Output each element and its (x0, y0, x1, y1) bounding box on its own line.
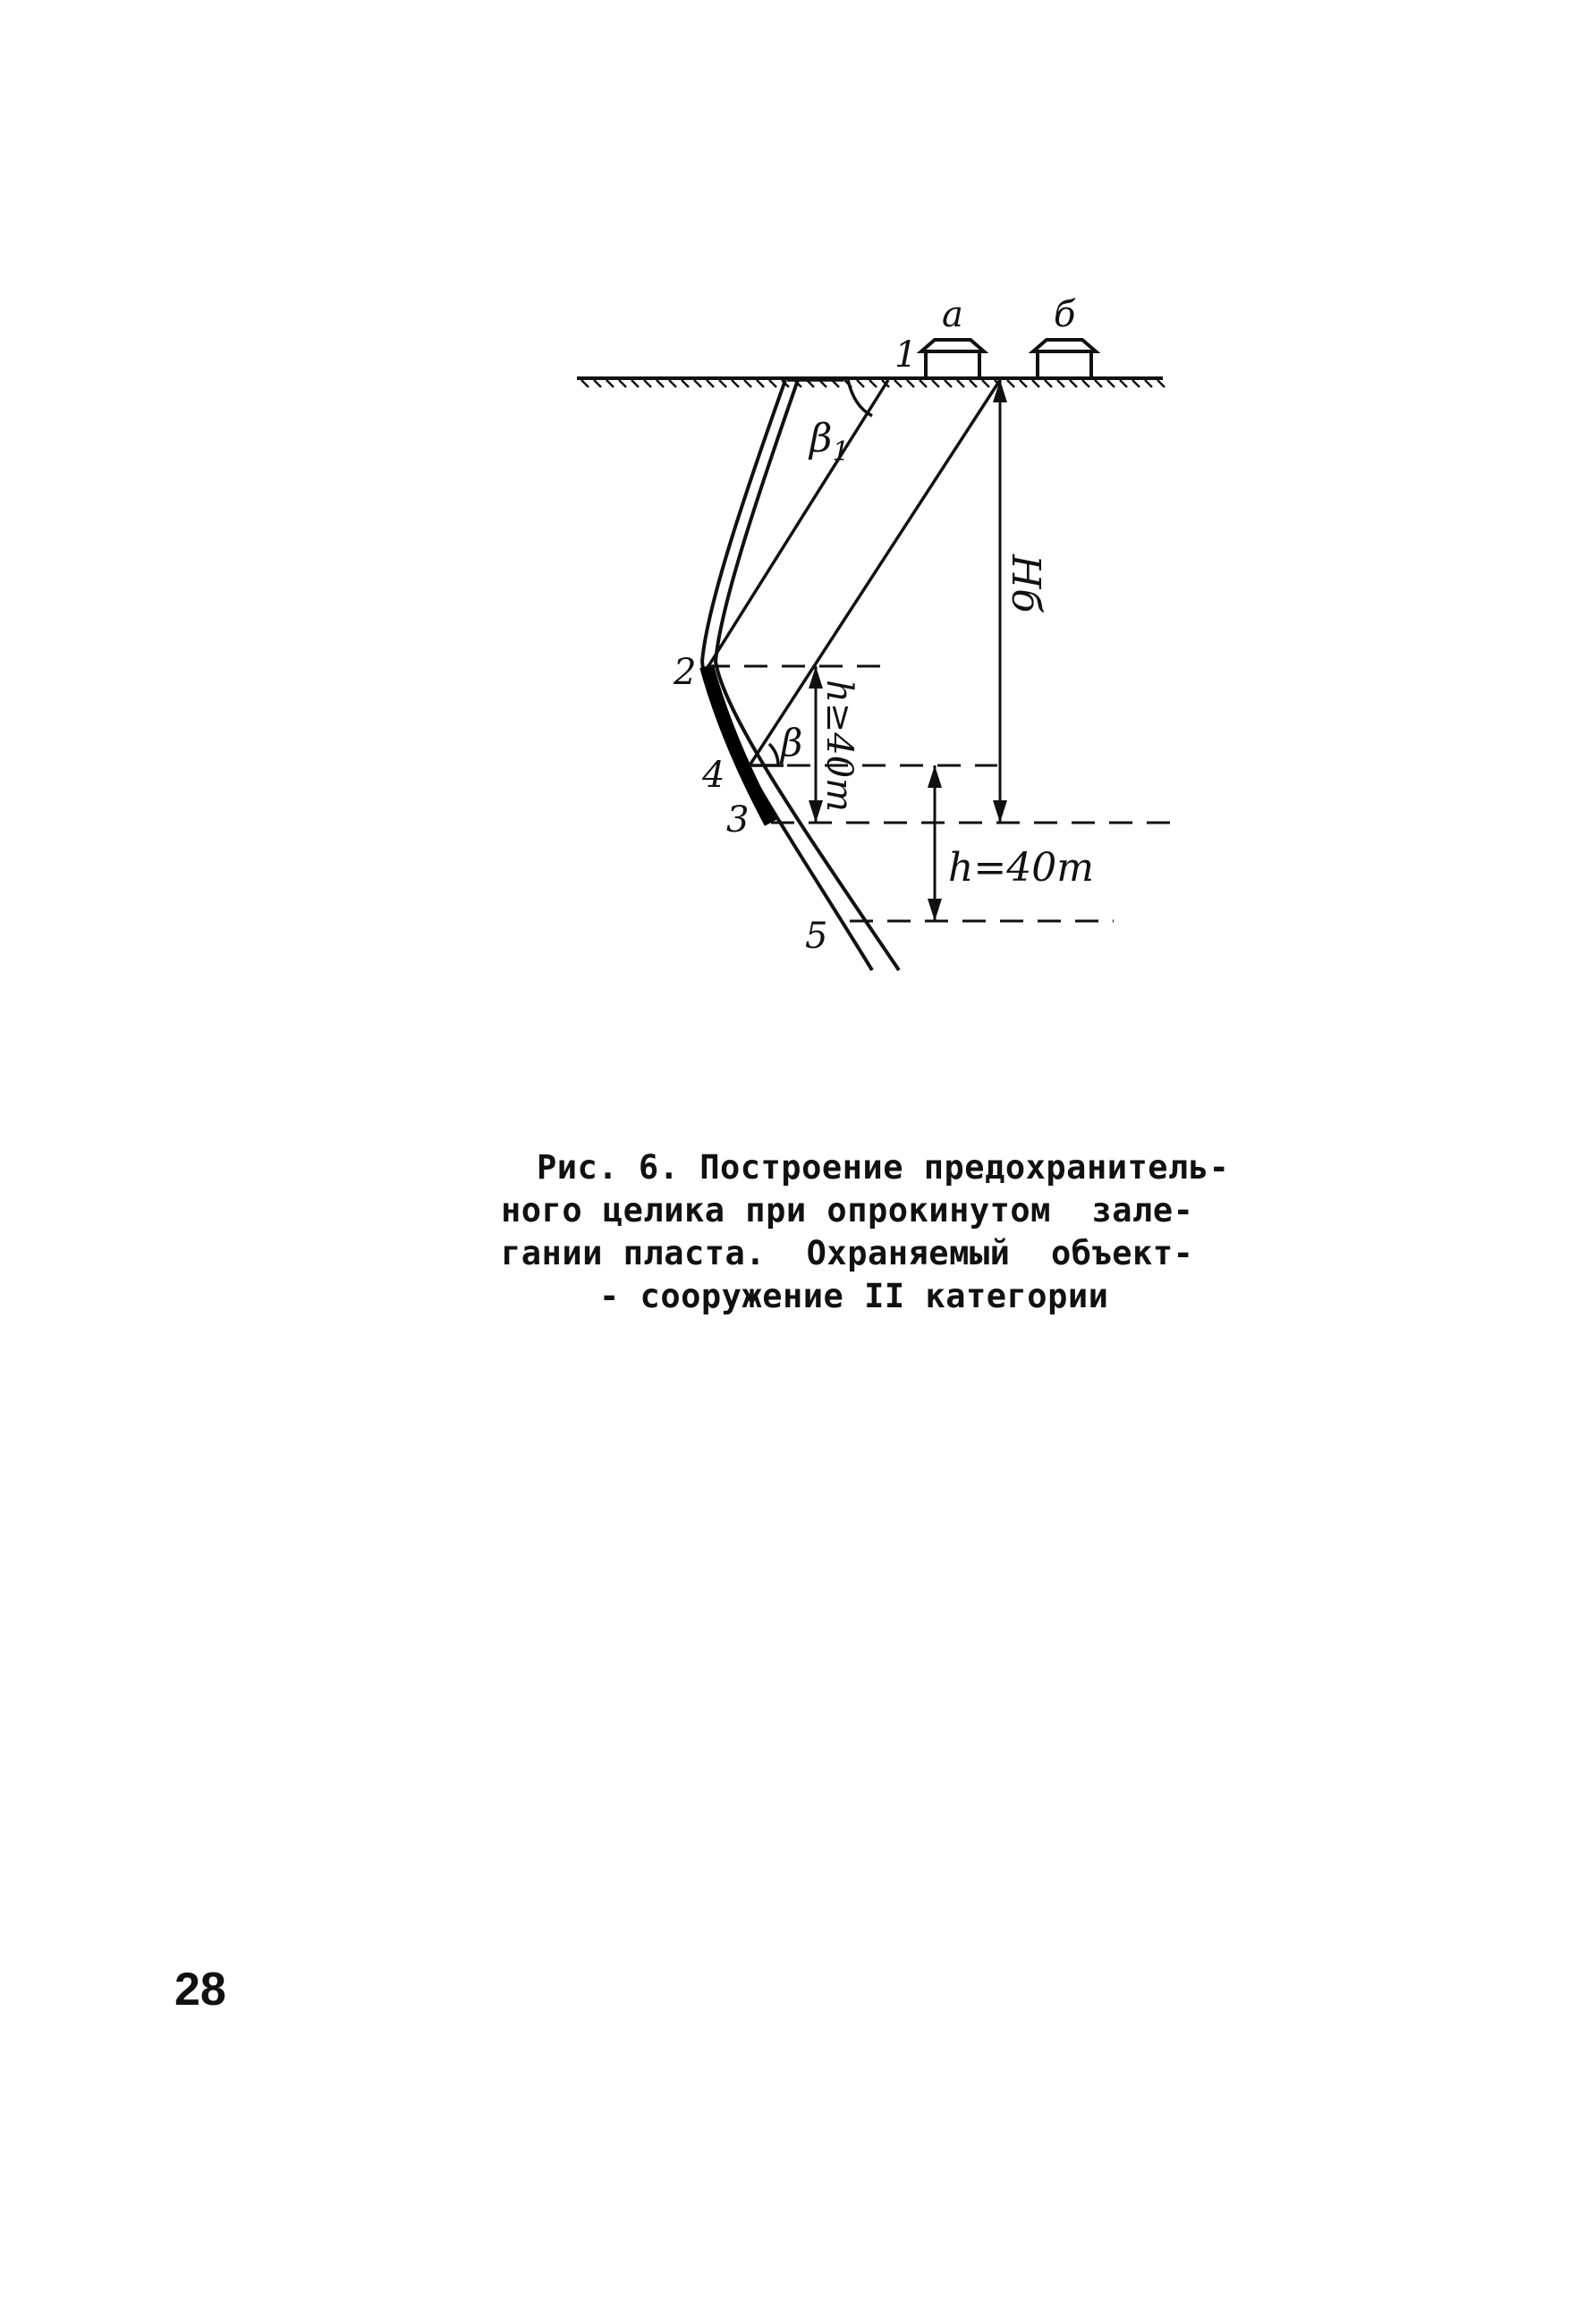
ground-hatch-mark (907, 380, 914, 387)
ground-hatch-mark (1132, 380, 1140, 387)
ground-hatch-mark (757, 380, 764, 387)
ground-hatch-mark (970, 380, 977, 387)
ground-hatch-mark (945, 380, 952, 387)
ground-hatch-mark (1057, 380, 1064, 387)
ground-hatch-mark (957, 380, 964, 387)
label-building-a: а (942, 294, 963, 335)
label-h-upper: h≥40m (818, 680, 860, 813)
caption-line: ного целика при опрокинутом зале- (501, 1191, 1194, 1230)
label-point-2: 2 (674, 652, 697, 693)
building-a (921, 340, 984, 378)
ground-hatch-mark (1045, 380, 1052, 387)
page-number: 28 (174, 1964, 226, 2016)
building-b (1033, 340, 1096, 378)
ground-hatch-mark (1032, 380, 1039, 387)
ground-hatch-mark (644, 380, 651, 387)
label-depth: Hб (1003, 554, 1048, 613)
ground-hatch-mark (1145, 380, 1152, 387)
ground-hatch-mark (869, 380, 877, 387)
ground-hatch-mark (581, 380, 589, 387)
ground-hatch-mark (1095, 380, 1102, 387)
ground-hatch-mark (669, 380, 676, 387)
label-point-4: 4 (702, 755, 725, 796)
label-point-3: 3 (726, 799, 750, 841)
ground-hatch-mark (769, 380, 776, 387)
dashed-levels (707, 666, 1176, 921)
label-beta: β (781, 721, 803, 765)
ground-hatch-mark (920, 380, 927, 387)
ground-hatch-mark (606, 380, 614, 387)
label-point-5: 5 (805, 916, 828, 957)
ground-hatch-mark (982, 380, 989, 387)
ground-hatch-mark (682, 380, 689, 387)
ground-hatch-mark (1020, 380, 1027, 387)
ground-hatch-mark (619, 380, 626, 387)
ground-hatch-mark (1007, 380, 1014, 387)
ground-hatch-mark (1082, 380, 1089, 387)
label-building-b: б (1054, 294, 1076, 335)
label-beta1: $\beta_1$ (809, 416, 850, 468)
label-h-lower: h=40m (948, 845, 1094, 891)
ground-hatch-mark (1120, 380, 1127, 387)
ground-hatch-mark (1157, 380, 1165, 387)
ground-hatch-mark (894, 380, 902, 387)
figure-caption (501, 1146, 1306, 1318)
ground-hatch-mark (857, 380, 864, 387)
ground-hatch-mark (744, 380, 751, 387)
caption-line: Рис. 6. Построение предохранитель- (537, 1148, 1230, 1187)
ground-hatch-mark (631, 380, 639, 387)
ground-hatch-mark (594, 380, 601, 387)
label-point-1: 1 (894, 334, 918, 376)
ground-hatch-mark (1107, 380, 1115, 387)
ground-hatch-mark (657, 380, 664, 387)
ground-hatch-mark (707, 380, 714, 387)
coal-seam (702, 380, 899, 970)
ground-hatch-mark (732, 380, 739, 387)
caption-line: - сооружение II категории (599, 1277, 1109, 1315)
caption-line: гании пласта. Охраняемый объект- (501, 1234, 1194, 1272)
ground-hatch-mark (1070, 380, 1077, 387)
ground-hatch-mark (719, 380, 726, 387)
ground-hatch-mark (932, 380, 939, 387)
ground-hatch-mark (694, 380, 701, 387)
